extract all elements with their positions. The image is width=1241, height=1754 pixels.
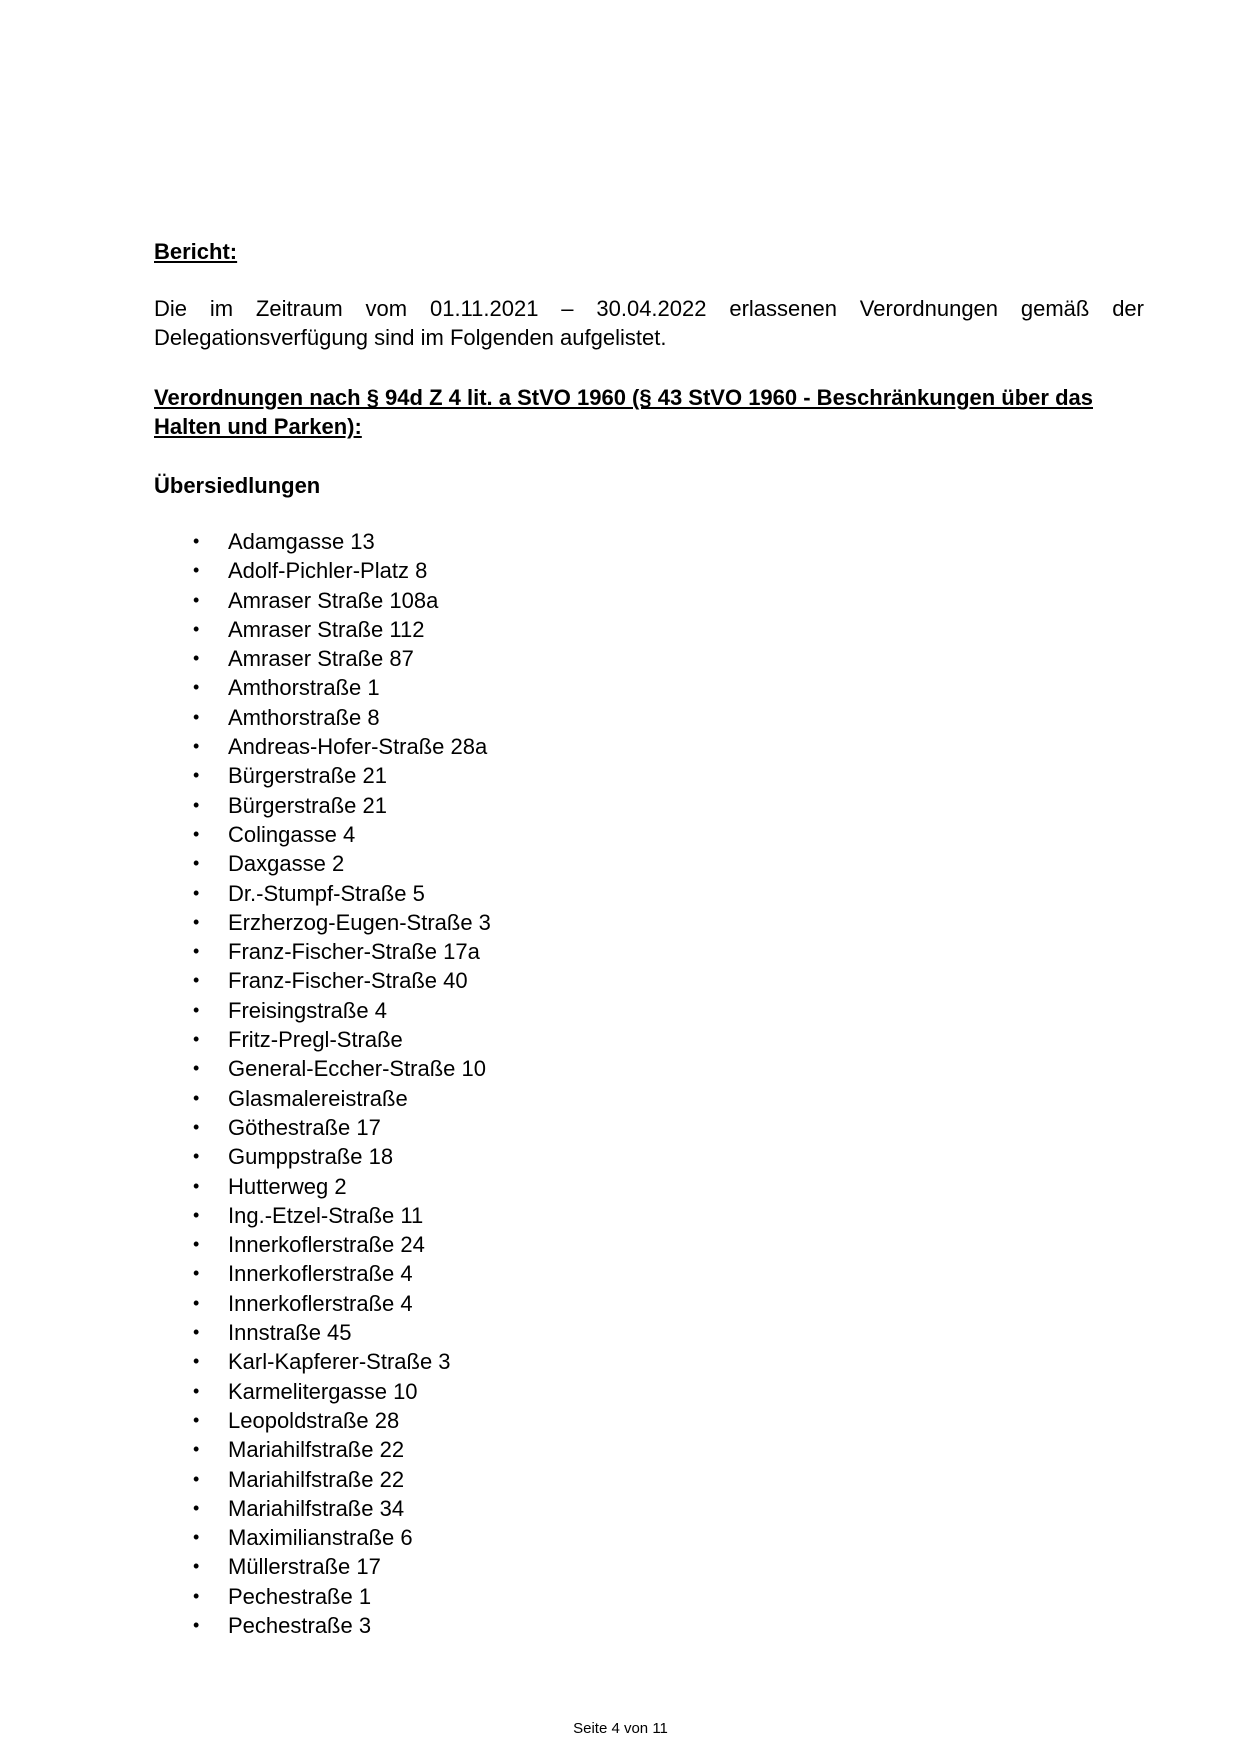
bullet-icon: • <box>193 823 200 844</box>
bullet-icon: • <box>193 1292 200 1313</box>
bullet-icon: • <box>193 794 200 815</box>
bullet-icon: • <box>193 1058 200 1079</box>
bullet-icon: • <box>193 736 200 757</box>
bullet-icon: • <box>193 1263 200 1284</box>
bullet-icon: • <box>193 1146 200 1167</box>
street-name: Mariahilfstraße 22 <box>228 1466 405 1492</box>
list-item <box>154 1494 854 1523</box>
report-intro: Die im Zeitraum vom 01.11.2021 – 30.04.2022 erlassenen Verordnungen gemäß der Delegationsverfügung sind im Folgenden aufgelistet. <box>154 296 1144 350</box>
list-item <box>154 1113 854 1142</box>
street-name: Innerkoflerstraße 24 <box>228 1232 425 1258</box>
list-item <box>154 1172 854 1201</box>
street-name: Dr.-Stumpf-Straße 5 <box>228 880 425 906</box>
list-item <box>154 1611 854 1640</box>
street-name: Glasmalereistraße <box>228 1085 408 1111</box>
list-item <box>154 1318 854 1347</box>
street-name: General-Eccher-Straße 10 <box>228 1056 486 1082</box>
street-name: Daxgasse 2 <box>228 851 345 877</box>
list-item <box>154 996 854 1025</box>
list-item <box>154 732 854 761</box>
street-name: Ing.-Etzel-Straße 11 <box>228 1202 424 1228</box>
bullet-icon: • <box>193 1556 200 1577</box>
bullet-icon: • <box>193 531 200 551</box>
street-name: Franz-Fischer-Straße 17a <box>228 939 480 965</box>
street-name: Fritz-Pregl-Straße <box>228 1027 403 1053</box>
street-name: Leopoldstraße 28 <box>228 1407 400 1433</box>
street-name: Franz-Fischer-Straße 40 <box>228 968 468 994</box>
street-name: Mariahilfstraße 34 <box>228 1495 405 1521</box>
bullet-icon: • <box>193 1351 200 1372</box>
list-item <box>154 1582 854 1611</box>
list-item <box>154 820 854 849</box>
street-name: Karmelitergasse 10 <box>228 1378 418 1404</box>
list-item <box>154 1054 854 1083</box>
street-name: Amraser Straße 108a <box>228 587 439 613</box>
list-item <box>154 1523 854 1552</box>
street-name: Bürgerstraße 21 <box>228 792 387 818</box>
bullet-icon: • <box>193 1175 200 1196</box>
bullet-icon: • <box>193 1322 200 1343</box>
section-heading: Verordnungen nach § 94d Z 4 lit. a StVO 1960 (§ 43 StVO 1960 - Beschränkungen über das Halten und Parken): <box>154 385 1093 439</box>
bullet-icon: • <box>193 1029 200 1050</box>
bullet-icon: • <box>193 1087 200 1108</box>
street-name: Colingasse 4 <box>228 821 356 847</box>
street-name: Pechestraße 3 <box>228 1612 372 1638</box>
list-item <box>154 1552 854 1581</box>
bullet-icon: • <box>193 1585 200 1606</box>
bullet-icon: • <box>193 1204 200 1225</box>
bullet-icon: • <box>193 1497 200 1518</box>
bullet-icon: • <box>193 648 200 669</box>
street-name: Maximilianstraße 6 <box>228 1525 413 1551</box>
street-name: Erzherzog-Eugen-Straße 3 <box>228 909 491 935</box>
list-item <box>154 615 854 644</box>
list-item <box>154 556 854 585</box>
list-item <box>154 791 854 820</box>
list-item <box>154 673 854 702</box>
list-item <box>154 908 854 937</box>
street-name: Pechestraße 1 <box>228 1583 372 1609</box>
street-name: Mariahilfstraße 22 <box>228 1437 405 1463</box>
street-name: Amthorstraße 1 <box>228 675 380 701</box>
list-item <box>154 879 854 908</box>
bullet-icon: • <box>193 1527 200 1548</box>
bullet-icon: • <box>193 618 200 639</box>
bullet-icon: • <box>193 941 200 962</box>
street-name: Innerkoflerstraße 4 <box>228 1290 413 1316</box>
street-name: Adolf-Pichler-Platz 8 <box>228 558 428 584</box>
list-item <box>154 644 854 673</box>
list-item <box>154 586 854 615</box>
list-item <box>154 761 854 790</box>
street-name: Innerkoflerstraße 4 <box>228 1261 413 1287</box>
list-item <box>154 1289 854 1318</box>
bullet-icon: • <box>193 1380 200 1401</box>
bullet-icon: • <box>193 1234 200 1255</box>
list-item <box>154 1259 854 1288</box>
page-number: Seite 4 von 11 <box>573 1720 668 1737</box>
bullet-icon: • <box>193 999 200 1020</box>
street-name: Karl-Kapferer-Straße 3 <box>228 1349 451 1375</box>
street-name: Amraser Straße 87 <box>228 646 414 672</box>
street-name: Müllerstraße 17 <box>228 1554 381 1580</box>
street-name: Gumppstraße 18 <box>228 1144 394 1170</box>
bullet-icon: • <box>193 1116 200 1137</box>
list-item <box>154 1377 854 1406</box>
list-item <box>154 1142 854 1171</box>
report-heading: Bericht: <box>154 239 238 264</box>
street-name: Andreas-Hofer-Straße 28a <box>228 734 488 760</box>
street-name: Amraser Straße 112 <box>228 616 425 642</box>
bullet-icon: • <box>193 1468 200 1489</box>
list-item <box>154 1465 854 1494</box>
list-item <box>154 1201 854 1230</box>
bullet-icon: • <box>193 882 200 903</box>
bullet-icon: • <box>193 1614 200 1635</box>
list-item <box>154 966 854 995</box>
list-item <box>154 1230 854 1259</box>
list-item <box>154 849 854 878</box>
bullet-icon: • <box>193 589 200 610</box>
street-name: Hutterweg 2 <box>228 1173 347 1199</box>
list-item <box>154 703 854 732</box>
list-item <box>154 1406 854 1435</box>
street-name: Göthestraße 17 <box>228 1114 381 1140</box>
list-item <box>154 527 854 556</box>
bullet-icon: • <box>193 970 200 991</box>
bullet-icon: • <box>193 706 200 727</box>
street-name: Bürgerstraße 21 <box>228 763 387 789</box>
section-subheading: Übersiedlungen <box>154 473 321 498</box>
list-item <box>154 1084 854 1113</box>
street-name: Amthorstraße 8 <box>228 704 380 730</box>
list-item <box>154 1347 854 1376</box>
street-name: Innstraße 45 <box>228 1320 352 1346</box>
bullet-icon: • <box>193 1409 200 1430</box>
bullet-icon: • <box>193 911 200 932</box>
list-item <box>154 1025 854 1054</box>
bullet-icon: • <box>193 853 200 874</box>
bullet-icon: • <box>193 677 200 698</box>
list-item <box>154 937 854 966</box>
bullet-icon: • <box>193 765 200 786</box>
street-name: Adamgasse 13 <box>228 529 375 554</box>
bullet-icon: • <box>193 1439 200 1460</box>
street-name: Freisingstraße 4 <box>228 997 387 1023</box>
street-list <box>154 527 854 1640</box>
bullet-icon: • <box>193 560 200 581</box>
list-item <box>154 1435 854 1464</box>
